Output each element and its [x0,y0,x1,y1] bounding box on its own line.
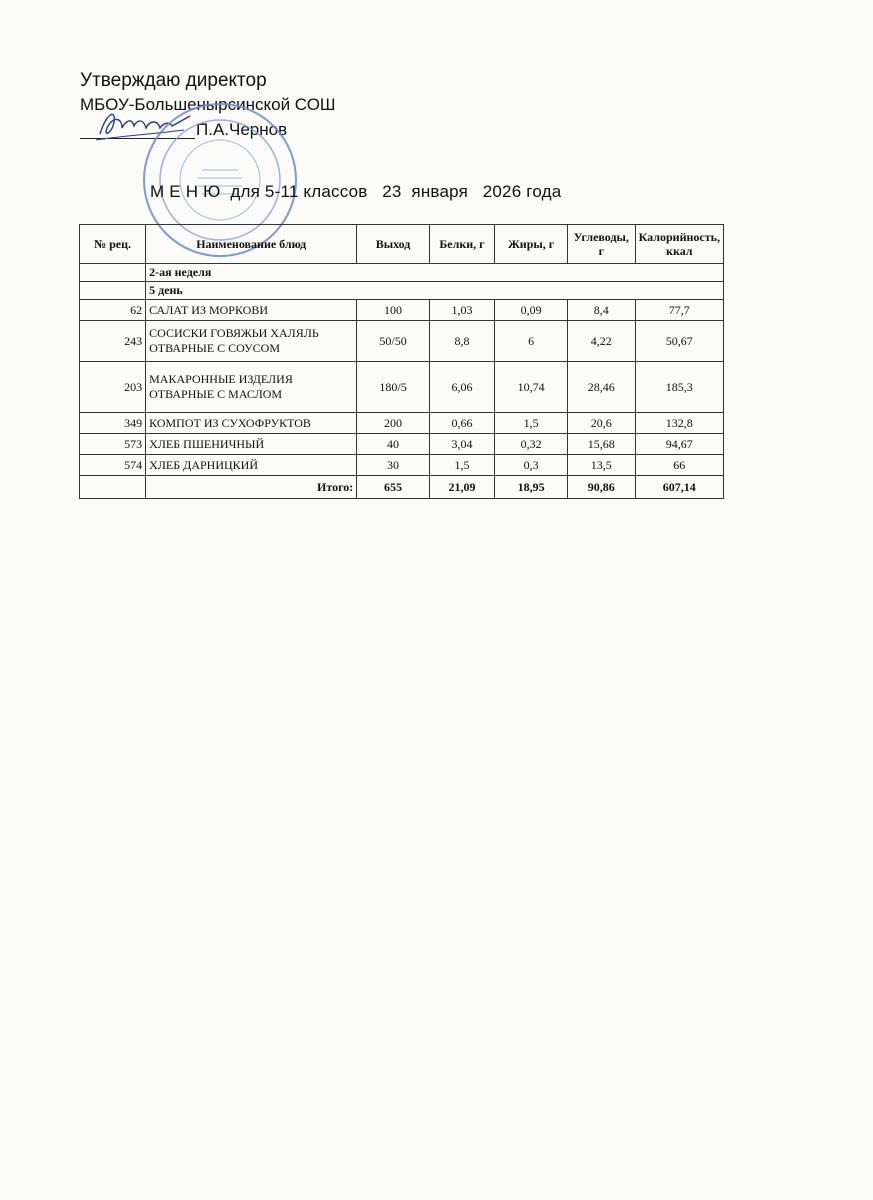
recipe-number: 349 [80,413,146,434]
recipe-number: 574 [80,455,146,476]
recipe-number: 203 [80,362,146,413]
dish-yield: 100 [357,300,430,321]
dish-name: САЛАТ ИЗ МОРКОВИ [146,300,357,321]
table-row [80,413,724,434]
header-name: Наименование блюд [146,225,357,264]
total-row [80,476,724,499]
table-row [80,300,724,321]
dish-yield: 200 [357,413,430,434]
dish-carbs: 15,68 [568,434,636,455]
dish-yield: 180/5 [357,362,430,413]
total-label: Итого: [146,476,357,499]
director-name: П.А.Чернов [196,120,288,139]
dish-name: СОСИСКИ ГОВЯЖЬИ ХАЛЯЛЬ ОТВАРНЫЕ С СОУСОМ [146,321,357,362]
header-carbs: Углеводы, г [568,225,636,264]
total-yield: 655 [357,476,430,499]
day-label: 5 день [146,282,724,300]
dish-protein: 8,8 [429,321,494,362]
dish-yield: 40 [357,434,430,455]
header-calories: Калорийность, ккал [635,225,723,264]
week-row [80,264,724,282]
total-carbs: 90,86 [568,476,636,499]
table-header-row [80,225,724,264]
dish-fat: 6 [495,321,568,362]
dish-yield: 30 [357,455,430,476]
dish-calories: 50,67 [635,321,723,362]
total-fat: 18,95 [495,476,568,499]
dish-calories: 94,67 [635,434,723,455]
dish-protein: 3,04 [429,434,494,455]
header-protein: Белки, г [429,225,494,264]
dish-carbs: 20,6 [568,413,636,434]
table-row [80,434,724,455]
dish-calories: 132,8 [635,413,723,434]
recipe-number: 62 [80,300,146,321]
menu-title: М Е Н Ю для 5-11 классов 23 января 2026 года [150,182,562,201]
approval-title: Утверждаю директор [80,70,267,91]
dish-fat: 0,09 [495,300,568,321]
dish-fat: 0,3 [495,455,568,476]
table-row [80,455,724,476]
header-recipe: № рец. [80,225,146,264]
table-row [80,362,724,413]
dish-protein: 1,03 [429,300,494,321]
dish-fat: 0,32 [495,434,568,455]
dish-calories: 77,7 [635,300,723,321]
dish-fat: 1,5 [495,413,568,434]
dish-fat: 10,74 [495,362,568,413]
day-row [80,282,724,300]
dish-carbs: 28,46 [568,362,636,413]
week-label: 2-ая неделя [146,264,724,282]
recipe-number: 243 [80,321,146,362]
dish-name: ХЛЕБ ПШЕНИЧНЫЙ [146,434,357,455]
organization-name: МБОУ-Большенырсинской СОШ [80,95,336,114]
dish-name: КОМПОТ ИЗ СУХОФРУКТОВ [146,413,357,434]
dish-protein: 1,5 [429,455,494,476]
total-calories: 607,14 [635,476,723,499]
header-yield: Выход [357,225,430,264]
header-fat: Жиры, г [495,225,568,264]
dish-carbs: 8,4 [568,300,636,321]
total-protein: 21,09 [429,476,494,499]
dish-protein: 0,66 [429,413,494,434]
dish-name: ХЛЕБ ДАРНИЦКИЙ [146,455,357,476]
table-row [80,321,724,362]
dish-carbs: 4,22 [568,321,636,362]
dish-calories: 66 [635,455,723,476]
dish-protein: 6,06 [429,362,494,413]
dish-name: МАКАРОННЫЕ ИЗДЕЛИЯ ОТВАРНЫЕ С МАСЛОМ [146,362,357,413]
dish-yield: 50/50 [357,321,430,362]
menu-table [79,224,724,499]
dish-calories: 185,3 [635,362,723,413]
dish-carbs: 13,5 [568,455,636,476]
recipe-number: 573 [80,434,146,455]
